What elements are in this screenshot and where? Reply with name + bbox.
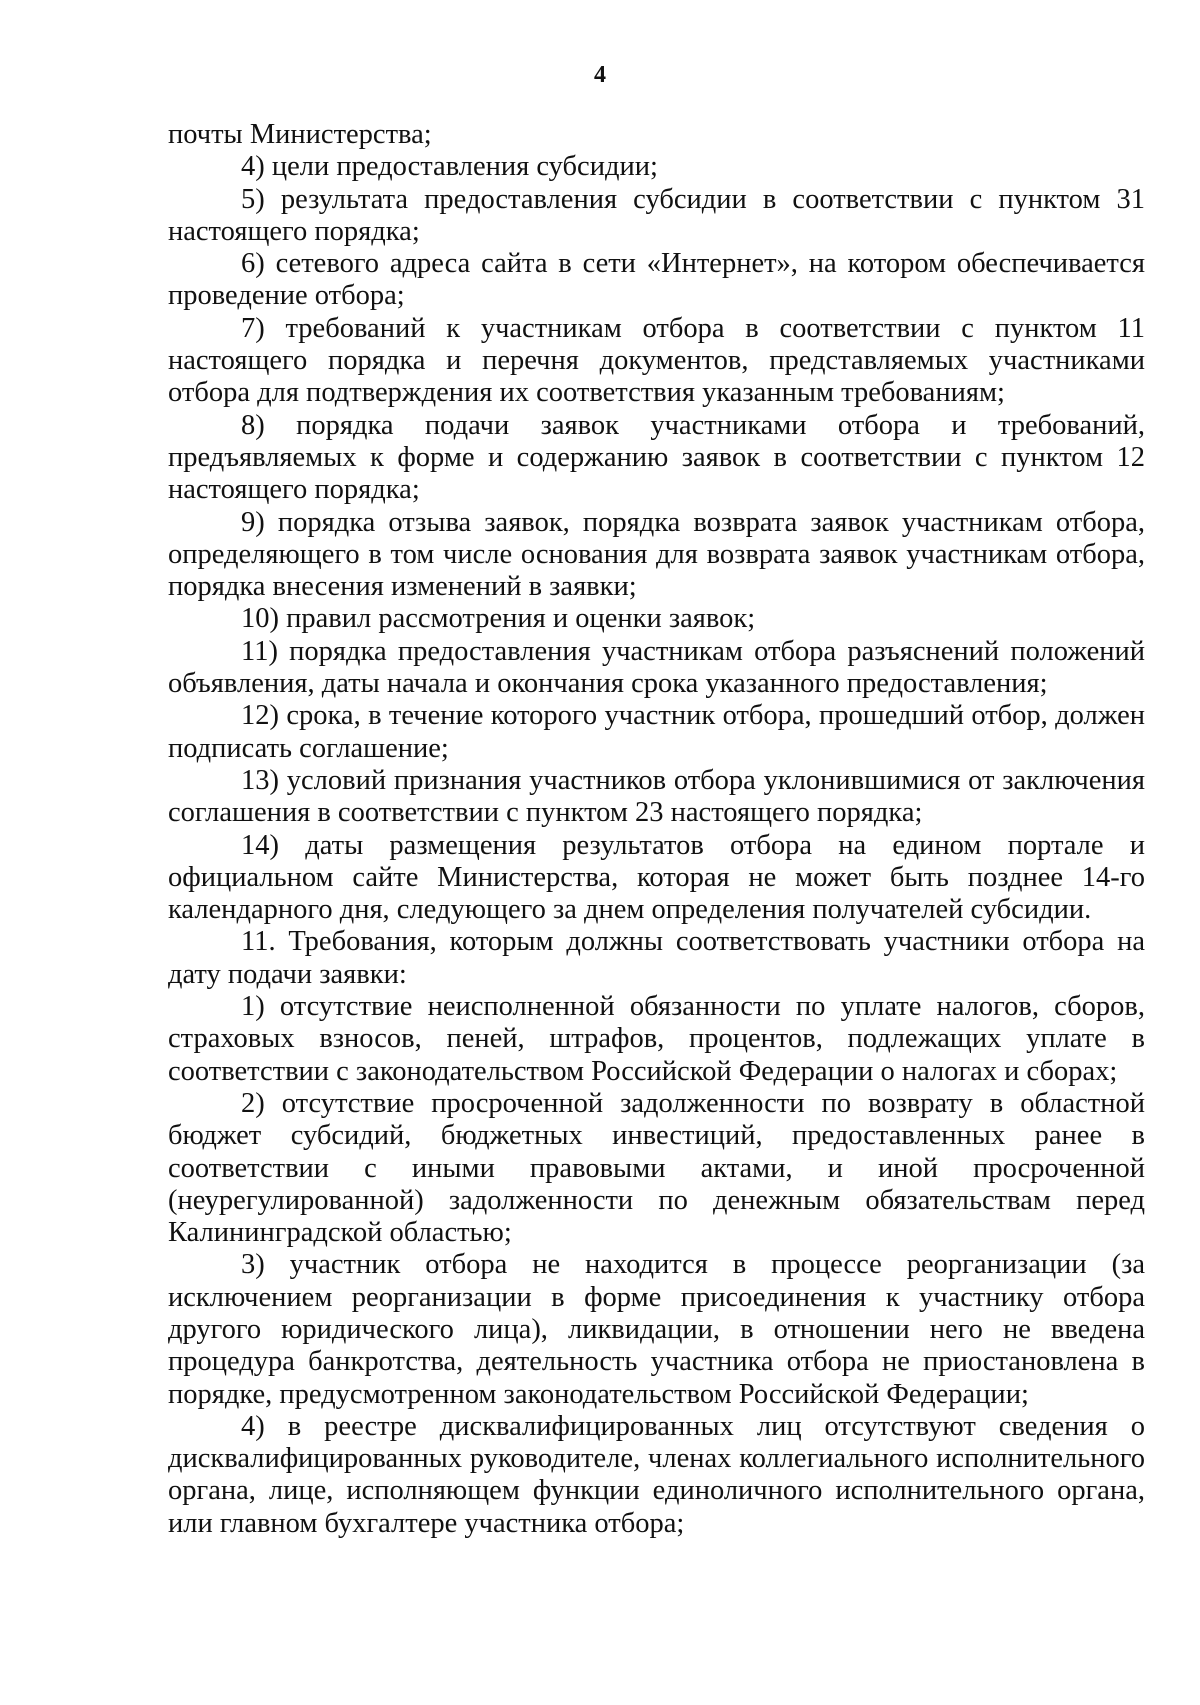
paragraph-continuation: почты Министерства;: [168, 119, 432, 150]
requirement-item-1: 1) отсутствие неисполненной обязанности по уплате налогов, сборов, страховых взносов, пеней, штрафов, процентов, подлежащих уплате в соответствии с законодательством Российской Федерации о налогах и сборах;: [168, 991, 1145, 1087]
requirement-item-4: 4) в реестре дисквалифицированных лиц отсутствуют сведения о дисквалифицированных руководителе, членах коллегиального исполнительного органа, лице, исполняющем функции единоличного исполнительного органа, или главном бухгалтере участника отбора;: [168, 1410, 1145, 1539]
paragraph-item-10: 10) правил рассмотрения и оценки заявок;: [241, 603, 756, 635]
paragraph-item-7: 7) требований к участникам отбора в соответствии с пунктом 11 настоящего порядка и перечня документов, представляемых участниками отбора для подтверждения их соответствия указанным требованиям;: [168, 312, 1145, 409]
paragraph-item-9: 9) порядка отзыва заявок, порядка возврата заявок участникам отбора, определяющего в том числе основания для возврата заявок участникам отбора, порядка внесения изменений в заявки;: [168, 506, 1145, 603]
paragraph-item-5: 5) результата предоставления субсидии в соответствии с пунктом 31 настоящего порядка;: [168, 183, 1145, 247]
paragraph-item-13: 13) условий признания участников отбора уклонившимися от заключения соглашения в соответствии с пунктом 23 настоящего порядка;: [168, 764, 1145, 829]
section-11-heading: 11. Требования, которым должны соответствовать участники отбора на дату подачи заявки:: [168, 926, 1145, 990]
page-number: 4: [594, 62, 606, 88]
paragraph-item-11: 11) порядка предоставления участникам отбора разъяснений положений объявления, даты начала и окончания срока указанного предоставления;: [168, 635, 1145, 700]
paragraph-item-6: 6) сетевого адреса сайта в сети «Интернет», на котором обеспечивается проведение отбора;: [168, 248, 1145, 312]
document-body: [168, 119, 1145, 1540]
paragraph-item-4: 4) цели предоставления субсидии;: [241, 151, 658, 183]
paragraph-item-12: 12) срока, в течение которого участник отбора, прошедший отбор, должен подписать соглашение;: [168, 700, 1145, 764]
paragraph-item-14: 14) даты размещения результатов отбора на едином портале и официальном сайте Министерства, которая не может быть позднее 14-го календарного дня, следующего за днем определения получателей субсидии.: [168, 829, 1145, 926]
requirement-item-3: 3) участник отбора не находится в процессе реорганизации (за исключением реорганизации в форме присоединения к участнику отбора другого юридического лица), ликвидации, в отношении него не введена процедура банкротства, деятельность участника отбора не приостановлена в порядке, предусмотренном законодательством Российской Федерации;: [168, 1249, 1145, 1410]
requirement-item-2: 2) отсутствие просроченной задолженности по возврату в областной бюджет субсидий, бюджетных инвестиций, предоставленных ранее в соответствии с иными правовыми актами, и иной просроченной (неурегулированной) задолженности по денежным обязательствам перед Калининградской областью;: [168, 1087, 1145, 1249]
paragraph-item-8: 8) порядка подачи заявок участниками отбора и требований, предъявляемых к форме и содержанию заявок в соответствии с пунктом 12 настоящего порядка;: [168, 409, 1145, 506]
